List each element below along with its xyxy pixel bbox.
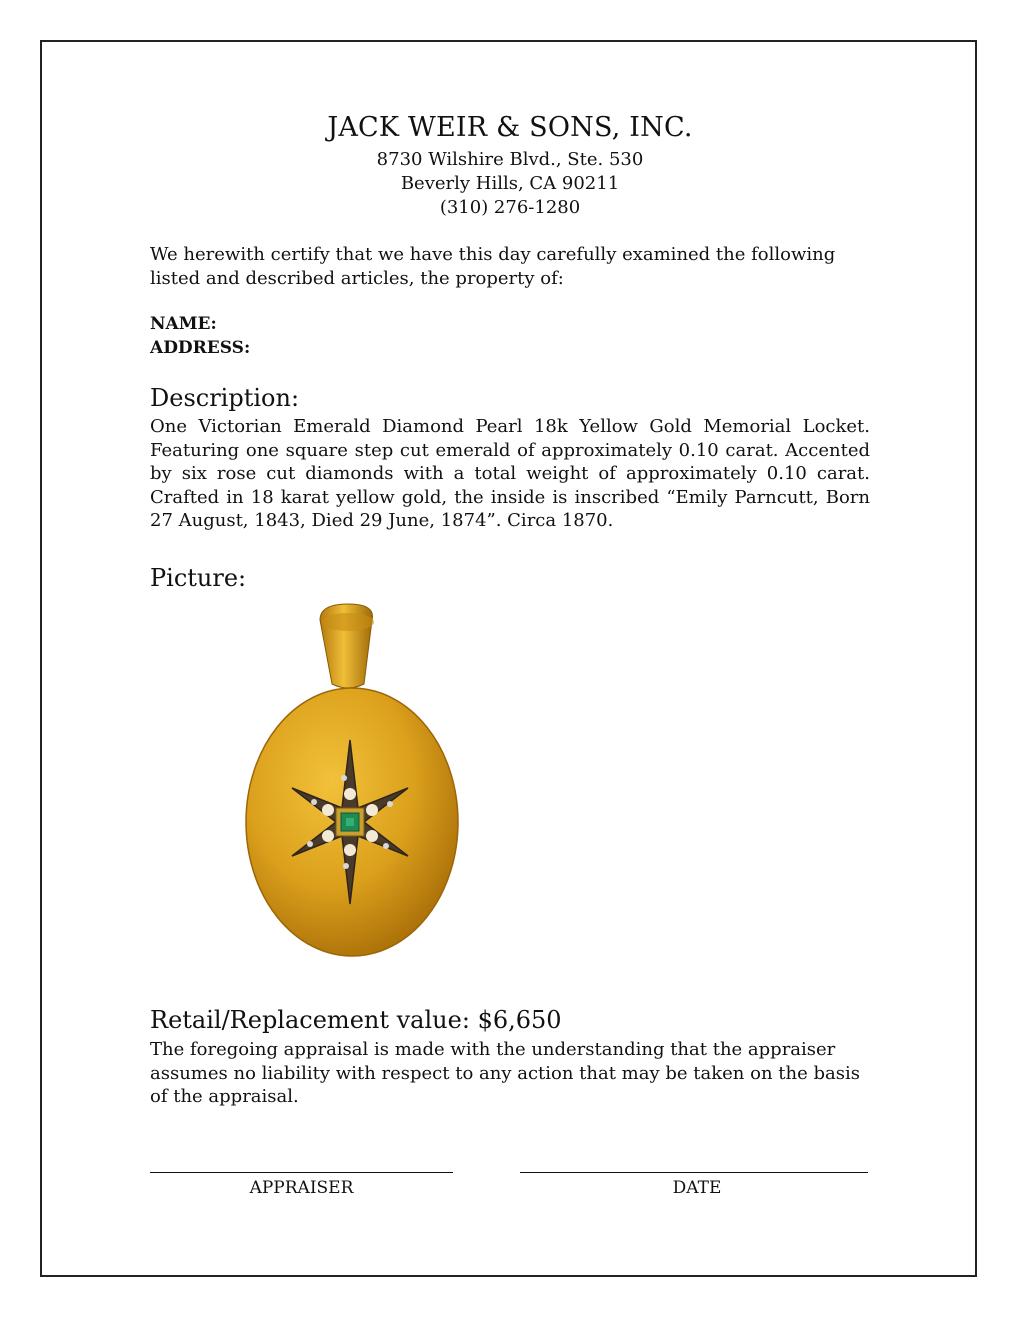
description-heading: Description: <box>150 384 300 412</box>
company-name: JACK WEIR & SONS, INC. <box>327 112 693 143</box>
company-address-line1: 8730 Wilshire Blvd., Ste. 530 <box>376 149 644 170</box>
company-address-line2: Beverly Hills, CA 90211 <box>400 173 620 194</box>
name-label: NAME: <box>150 314 217 334</box>
retail-value <box>150 1006 562 1034</box>
date-signature-line <box>520 1172 868 1173</box>
description-text: One Victorian Emerald Diamond Pearl 18k Yellow Gold Memorial Locket. Featuring one square step cut emerald of approximately 0.10 carat. Accented by six rose cut diamonds with a total weight of approximately 0.10 carat. Crafted in 18 karat yellow gold, the inside is inscribed “Emily Parncutt, Born 27 August, 1843, Died 29 June, 1874”. Circa 1870. <box>150 416 870 531</box>
disclaimer-text: The foregoing appraisal is made with the understanding that the appraiser assumes no liability with respect to any action that may be taken on the basis of the appraisal. <box>150 1039 860 1107</box>
date-label: DATE <box>672 1178 722 1198</box>
company-phone: (310) 276-1280 <box>439 197 581 218</box>
retail-value-amount: $6,650 <box>477 1006 562 1034</box>
retail-value-label: Retail/Replacement value: <box>150 1006 470 1034</box>
certification-text: We herewith certify that we have this day carefully examined the following listed and described articles, the property of: <box>150 244 836 289</box>
appraiser-label: APPRAISER <box>249 1178 354 1198</box>
locket-image <box>238 600 468 960</box>
address-label: ADDRESS: <box>150 338 251 358</box>
picture-heading: Picture: <box>150 564 247 592</box>
appraiser-signature-line <box>150 1172 453 1173</box>
